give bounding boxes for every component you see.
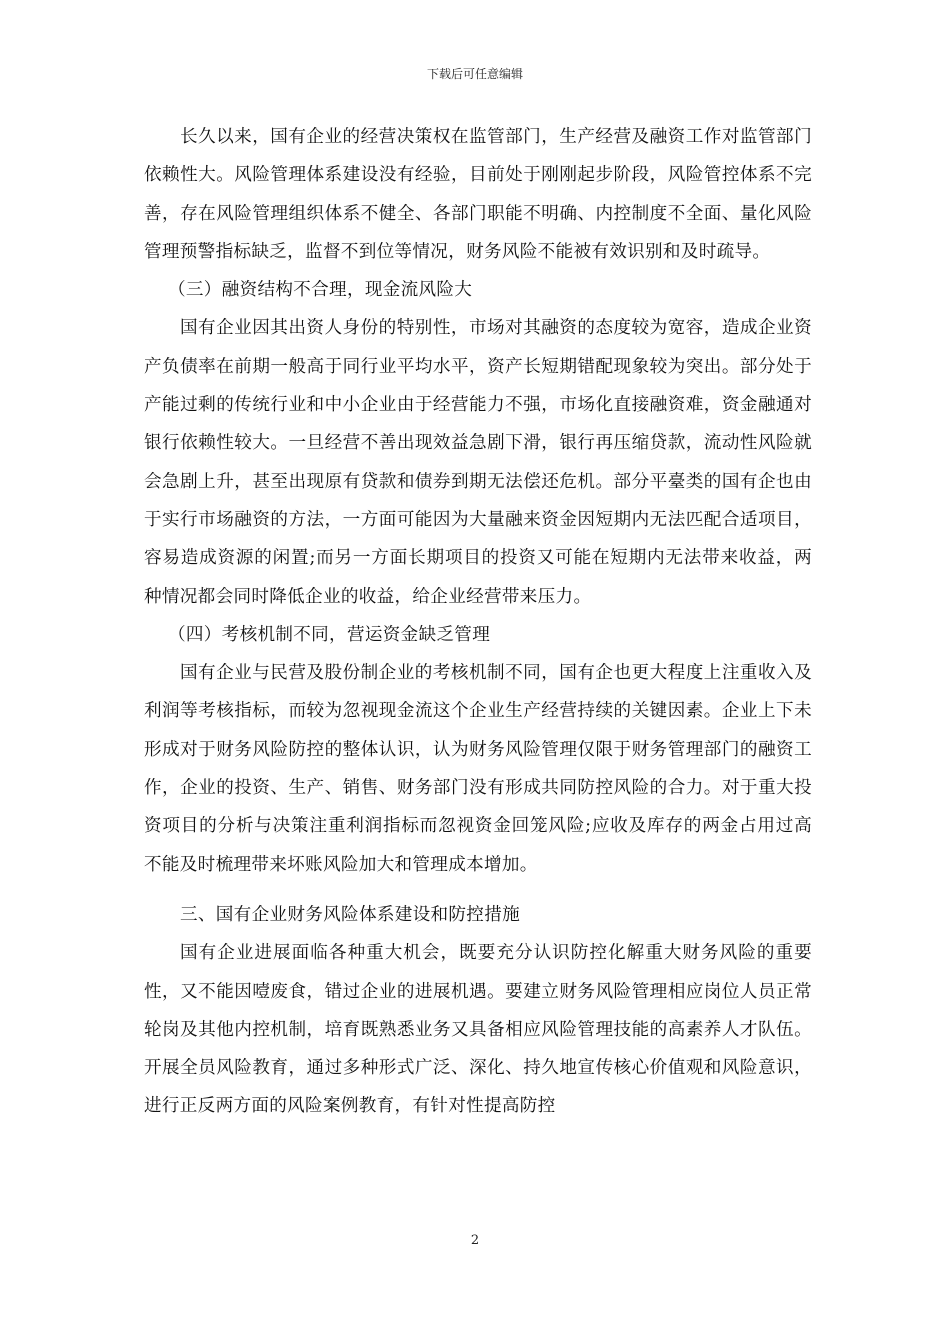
- document-body: [144, 118, 812, 1126]
- paragraph-assessment-mechanism: 国有企业与民营及股份制企业的考核机制不同，国有企也更大程度上注重收入及利润等考核指标，而较为忽视现金流这个企业生产经营持续的关键因素。企业上下未形成对于财务风险防控的整体认识，认为财务风险管理仅限于财务管理部门的融资工作，企业的投资、生产、销售、财务部门没有形成共同防控风险的合力。对于重大投资项目的分析与决策注重利润指标而忽视资金回笼风险;应收及库存的两金占用过高不能及时梳理带来坏账风险加大和管理成本增加。: [144, 663, 812, 875]
- paragraph-measures: 国有企业进展面临各种重大机会，既要充分认识防控化解重大财务风险的重要性，又不能因噎废食，错过企业的进展机遇。要建立财务风险管理相应岗位人员正常轮岗及其他内控机制，培育既熟悉业务又具备相应风险管理技能的高素养人才队伍。开展全员风险教育，通过多种形式广泛、深化、持久地宣传核心价值观和风险意识，进行正反两方面的风险案例教育，有针对性提高防控: [144, 943, 812, 1117]
- heading-financing-structure: （三）融资结构不合理，现金流风险大: [168, 280, 473, 301]
- paragraph-financing-structure: 国有企业因其出资人身份的特别性，市场对其融资的态度较为宽容，造成企业资产负债率在前期一般高于同行业平均水平，资产长短期错配现象较为突出。部分处于产能过剩的传统行业和中小企业由于经营能力不强，市场化直接融资难，资金融通对银行依赖性较大。一旦经营不善出现效益急剧下滑，银行再压缩贷款，流动性风险就会急剧上升，甚至出现原有贷款和债券到期无法偿还危机。部分平臺类的国有企也由于实行市场融资的方法，一方面可能因为大量融来资金因短期内无法匹配合适项目，容易造成资源的闲置;而另一方面长期项目的投资又可能在短期内无法带来收益，两种情况都会同时降低企业的收益，给企业经营带来压力。: [144, 318, 812, 607]
- heading-assessment-mechanism: （四）考核机制不同，营运资金缺乏管理: [168, 624, 491, 645]
- page-header: 下载后可任意编辑: [426, 67, 523, 81]
- section-title-measures: 三、国有企业财务风险体系建设和防控措施: [180, 904, 520, 925]
- page-number: 2: [470, 1233, 480, 1248]
- paragraph-risk-system: 长久以来，国有企业的经营决策权在监管部门，生产经营及融资工作对监管部门依赖性大。风险管理体系建设没有经验，目前处于刚刚起步阶段，风险管控体系不完善，存在风险管理组织体系不健全、各部门职能不明确、内控制度不全面、量化风险管理预警指标缺乏，监督不到位等情况，财务风险不能被有效识别和及时疏导。: [144, 127, 812, 262]
